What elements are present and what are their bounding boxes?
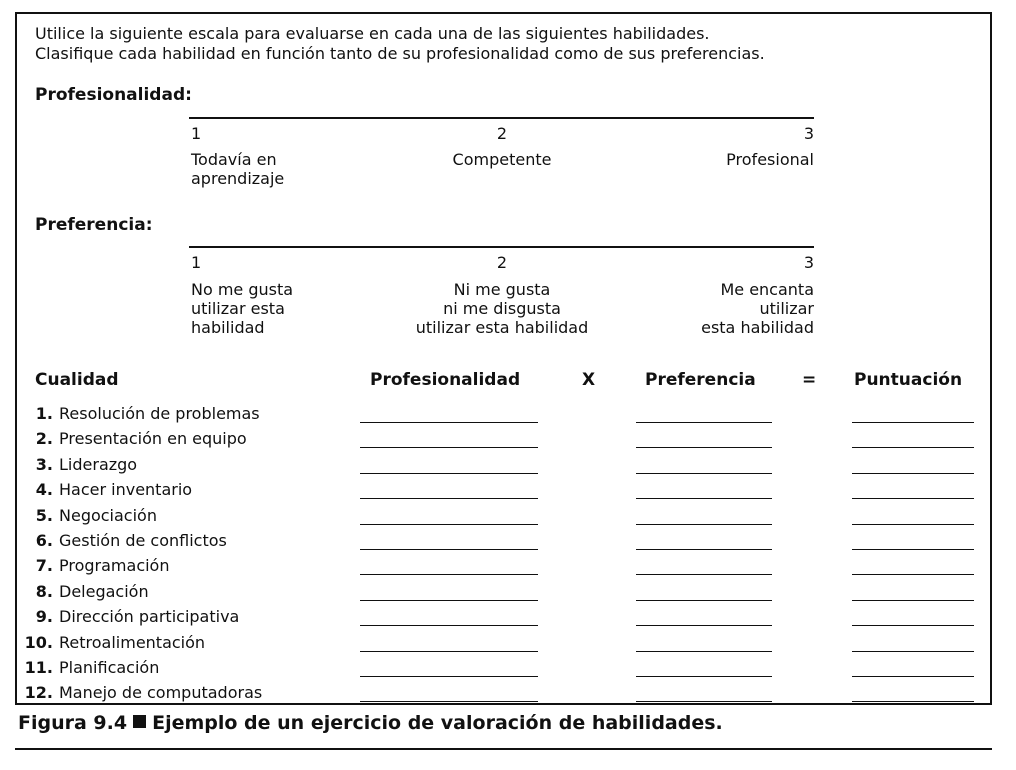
preferencia-blank[interactable] [636, 676, 772, 677]
prof-scale-desc-3: Profesional [726, 150, 814, 169]
puntuacion-blank[interactable] [852, 447, 974, 448]
pref-scale-desc-2: Ni me gusta ni me disgusta utilizar esta habilidad [415, 280, 589, 337]
prof-scale-desc-1: Todavía en aprendizaje [191, 150, 285, 188]
prof-scale-num-3: 3 [803, 124, 814, 143]
prof-scale-desc-2: Competente [452, 150, 552, 169]
puntuacion-blank[interactable] [852, 422, 974, 423]
puntuacion-blank[interactable] [852, 524, 974, 525]
preferencia-blank[interactable] [636, 549, 772, 550]
profesionalidad-blank[interactable] [360, 549, 538, 550]
pref-scale-num-2: 2 [496, 253, 508, 272]
puntuacion-blank[interactable] [852, 549, 974, 550]
skill-row-label: 2. Presentación en equipo [35, 429, 247, 449]
profesionalidad-blank[interactable] [360, 676, 538, 677]
skill-row-label: 9. Dirección participativa [35, 607, 240, 627]
figure-caption [18, 712, 723, 734]
profesionalidad-blank[interactable] [360, 651, 538, 652]
skill-row-label: 8. Delegación [35, 581, 149, 601]
puntuacion-blank[interactable] [852, 676, 974, 677]
puntuacion-blank[interactable] [852, 625, 974, 626]
preferencia-blank[interactable] [636, 701, 772, 702]
profesionalidad-blank[interactable] [360, 524, 538, 525]
prof-scale-num-1: 1 [191, 124, 202, 143]
skill-row-label: 7. Programación [35, 556, 170, 576]
skill-row-label: 10. Retroalimentación [24, 632, 206, 652]
puntuacion-blank[interactable] [852, 600, 974, 601]
puntuacion-blank[interactable] [852, 651, 974, 652]
profesionalidad-label: Profesionalidad: [35, 85, 192, 105]
preferencia-blank[interactable] [636, 498, 772, 499]
preferencia-scale-rule [189, 246, 814, 248]
profesionalidad-blank[interactable] [360, 422, 538, 423]
profesionalidad-scale-rule [189, 117, 814, 119]
profesionalidad-blank[interactable] [360, 447, 538, 448]
header-times-sign: X [582, 370, 596, 390]
preferencia-blank[interactable] [636, 600, 772, 601]
pref-scale-desc-1: No me gusta utilizar esta habilidad [191, 280, 294, 337]
pref-scale-num-1: 1 [191, 253, 202, 272]
header-profesionalidad: Profesionalidad [370, 370, 521, 390]
puntuacion-blank[interactable] [852, 473, 974, 474]
skill-row-label: 5. Negociación [35, 505, 157, 525]
skill-row-label: 4. Hacer inventario [35, 480, 193, 500]
preferencia-blank[interactable] [636, 422, 772, 423]
header-puntuacion: Puntuación [854, 370, 963, 390]
preferencia-label: Preferencia: [35, 215, 153, 235]
preferencia-blank[interactable] [636, 524, 772, 525]
profesionalidad-blank[interactable] [360, 574, 538, 575]
puntuacion-blank[interactable] [852, 498, 974, 499]
intro-line-1: Utilice la siguiente escala para evaluarse en cada una de las siguientes habilidades. [35, 24, 710, 43]
skill-row-label: 1. Resolución de problemas [35, 404, 260, 423]
skill-row-label: 6. Gestión de conflictos [35, 531, 227, 550]
preferencia-blank[interactable] [636, 447, 772, 448]
profesionalidad-blank[interactable] [360, 473, 538, 474]
puntuacion-blank[interactable] [852, 574, 974, 575]
intro-line-2: Clasifique cada habilidad en función tanto de su profesionalidad como de sus preferencias. [35, 44, 765, 63]
pref-scale-num-3: 3 [803, 253, 814, 272]
puntuacion-blank[interactable] [852, 701, 974, 702]
header-equals-sign: = [802, 370, 817, 390]
profesionalidad-blank[interactable] [360, 600, 538, 601]
preferencia-blank[interactable] [636, 625, 772, 626]
skill-row-label: 12. Manejo de computadoras [24, 683, 263, 703]
square-bullet-icon [133, 715, 146, 728]
skill-row-label: 11. Planificación [24, 658, 160, 677]
header-preferencia: Preferencia [645, 370, 756, 390]
figure-caption-text: Ejemplo de un ejercicio de valoración de habilidades. [152, 712, 723, 734]
preferencia-blank[interactable] [636, 651, 772, 652]
prof-scale-num-2: 2 [496, 124, 508, 143]
profesionalidad-blank[interactable] [360, 498, 538, 499]
preferencia-blank[interactable] [636, 574, 772, 575]
pref-scale-desc-3: Me encanta utilizar esta habilidad [701, 280, 814, 337]
profesionalidad-blank[interactable] [360, 701, 538, 702]
profesionalidad-blank[interactable] [360, 625, 538, 626]
caption-rule [15, 748, 992, 750]
preferencia-blank[interactable] [636, 473, 772, 474]
skill-row-label: 3. Liderazgo [35, 454, 138, 474]
header-cualidad: Cualidad [35, 370, 119, 390]
figure-number: Figura 9.4 [18, 712, 128, 734]
exercise-frame [15, 12, 992, 705]
